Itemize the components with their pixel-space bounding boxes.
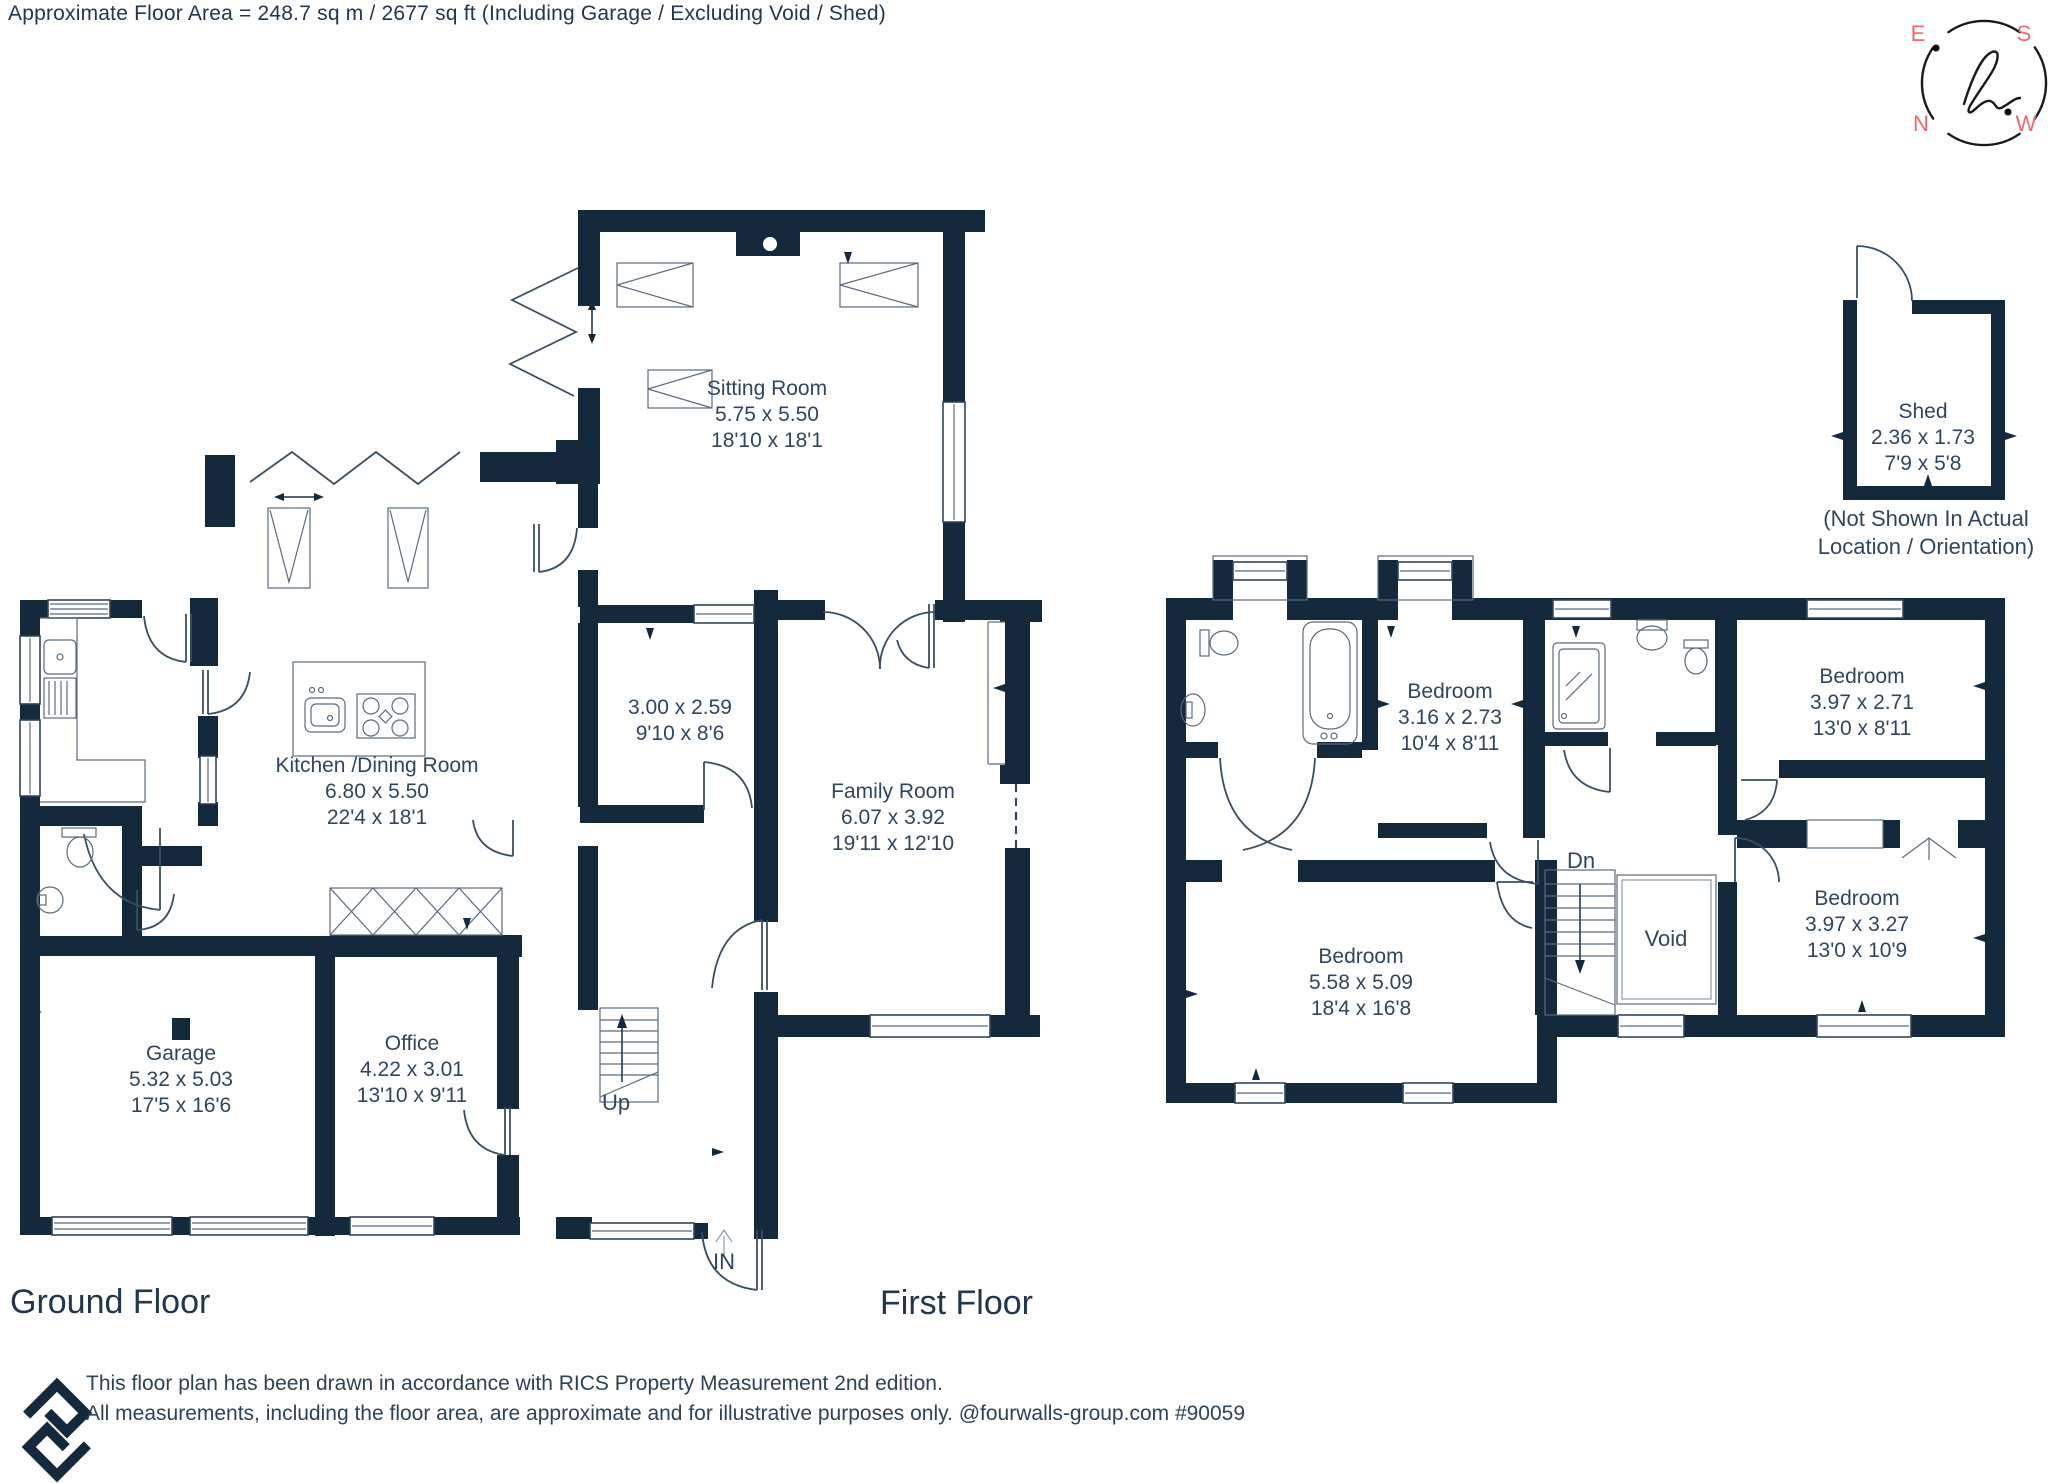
- room-label-sitting-room: [707, 376, 827, 454]
- room-size-imperial: 22'4 x 18'1: [326, 806, 428, 829]
- room-size-metric: 3.16 x 2.73: [1398, 706, 1502, 729]
- room-name: Sitting Room: [706, 377, 828, 400]
- room-name: Bedroom: [1318, 945, 1404, 968]
- first-fixtures: [1181, 620, 1716, 1004]
- shed-door: [1857, 246, 1912, 301]
- room-name: Bedroom: [1819, 665, 1905, 688]
- ground-stairs: [600, 1008, 658, 1102]
- room-size-metric: 2.36 x 1.73: [1871, 426, 1975, 449]
- shed-note: [1818, 505, 2034, 561]
- room-name: Shed: [1898, 400, 1948, 423]
- void-label: Void: [1644, 926, 1688, 951]
- room-size-imperial: 9'10 x 8'6: [635, 722, 725, 745]
- compass-south-label: S: [2016, 21, 2032, 46]
- room-size-imperial: 7'9 x 5'8: [1884, 452, 1962, 475]
- room-size-metric: 6.80 x 5.50: [325, 780, 429, 803]
- room-name: Garage: [145, 1042, 217, 1065]
- room-size-metric: 5.58 x 5.09: [1309, 971, 1413, 994]
- ground-floor-title: Ground Floor: [10, 1283, 211, 1321]
- room-label-family-room: [831, 779, 955, 857]
- room-size-imperial: 18'10 x 18'1: [711, 429, 823, 452]
- room-label-office: [357, 1031, 467, 1109]
- room-size-imperial: 17'5 x 16'6: [130, 1094, 232, 1117]
- compass-west-label: W: [2015, 111, 2037, 136]
- entry-in-label: IN: [713, 1249, 735, 1274]
- fourwalls-logo-icon: [12, 1385, 103, 1476]
- room-size-metric: 3.97 x 2.71: [1810, 691, 1914, 714]
- stairs-up-label: Up: [601, 1090, 631, 1115]
- room-label-utility: [628, 695, 732, 747]
- room-size-imperial: 13'0 x 10'9: [1806, 939, 1908, 962]
- room-size-metric: 5.32 x 5.03: [129, 1068, 233, 1091]
- room-size-metric: 3.00 x 2.59: [628, 696, 732, 719]
- room-name: Bedroom: [1407, 680, 1493, 703]
- room-name: Bedroom: [1814, 887, 1900, 910]
- room-size-metric: 3.97 x 3.27: [1805, 913, 1909, 936]
- floor-area-summary: Approximate Floor Area = 248.7 sq m / 2677 sq ft (Including Garage / Excluding Void / Shed): [8, 2, 886, 25]
- room-size-metric: 5.75 x 5.50: [715, 403, 819, 426]
- compass: [1911, 21, 2046, 145]
- room-size-metric: 4.22 x 3.01: [360, 1058, 464, 1081]
- first-floor-title: First Floor: [880, 1284, 1033, 1322]
- room-label-kitchen-dining: [275, 753, 478, 831]
- room-label-bedroom-3: [1805, 886, 1909, 964]
- room-label-bedroom-1: [1398, 679, 1502, 757]
- footer-disclaimer-line2: All measurements, including the floor area, are approximate and for illustrative purposes only. @fourwalls-group.com #90059: [86, 1402, 1246, 1425]
- room-size-metric: 6.07 x 3.92: [841, 806, 945, 829]
- shed-note-line2: Location / Orientation): [1817, 534, 2035, 559]
- room-size-imperial: 13'10 x 9'11: [356, 1084, 468, 1107]
- room-label-garage: [129, 1041, 233, 1119]
- room-size-imperial: 13'0 x 8'11: [1812, 717, 1912, 740]
- room-name: Office: [384, 1032, 440, 1055]
- room-name: Family Room: [831, 780, 955, 803]
- compass-north-label: N: [1913, 111, 1929, 136]
- room-size-imperial: 10'4 x 8'11: [1400, 732, 1500, 755]
- compass-script-h-icon: [1964, 52, 2020, 113]
- room-label-bedroom-4: [1309, 944, 1413, 1022]
- room-label-shed: [1871, 399, 1975, 477]
- room-name: Kitchen /Dining Room: [275, 754, 479, 777]
- shed-note-line1: (Not Shown In Actual: [1823, 506, 2029, 531]
- first-floor-plan: [1166, 556, 2005, 1103]
- room-size-imperial: 19'11 x 12'10: [831, 832, 955, 855]
- ground-floor-plan: [20, 210, 1042, 1290]
- room-size-imperial: 18'4 x 16'8: [1310, 997, 1412, 1020]
- room-label-bedroom-2: [1810, 664, 1914, 742]
- compass-east-label: E: [1910, 21, 1926, 46]
- stairs-dn-label: Dn: [1566, 848, 1596, 873]
- footer-disclaimer-line1: This floor plan has been drawn in accordance with RICS Property Measurement 2nd edition.: [86, 1372, 943, 1395]
